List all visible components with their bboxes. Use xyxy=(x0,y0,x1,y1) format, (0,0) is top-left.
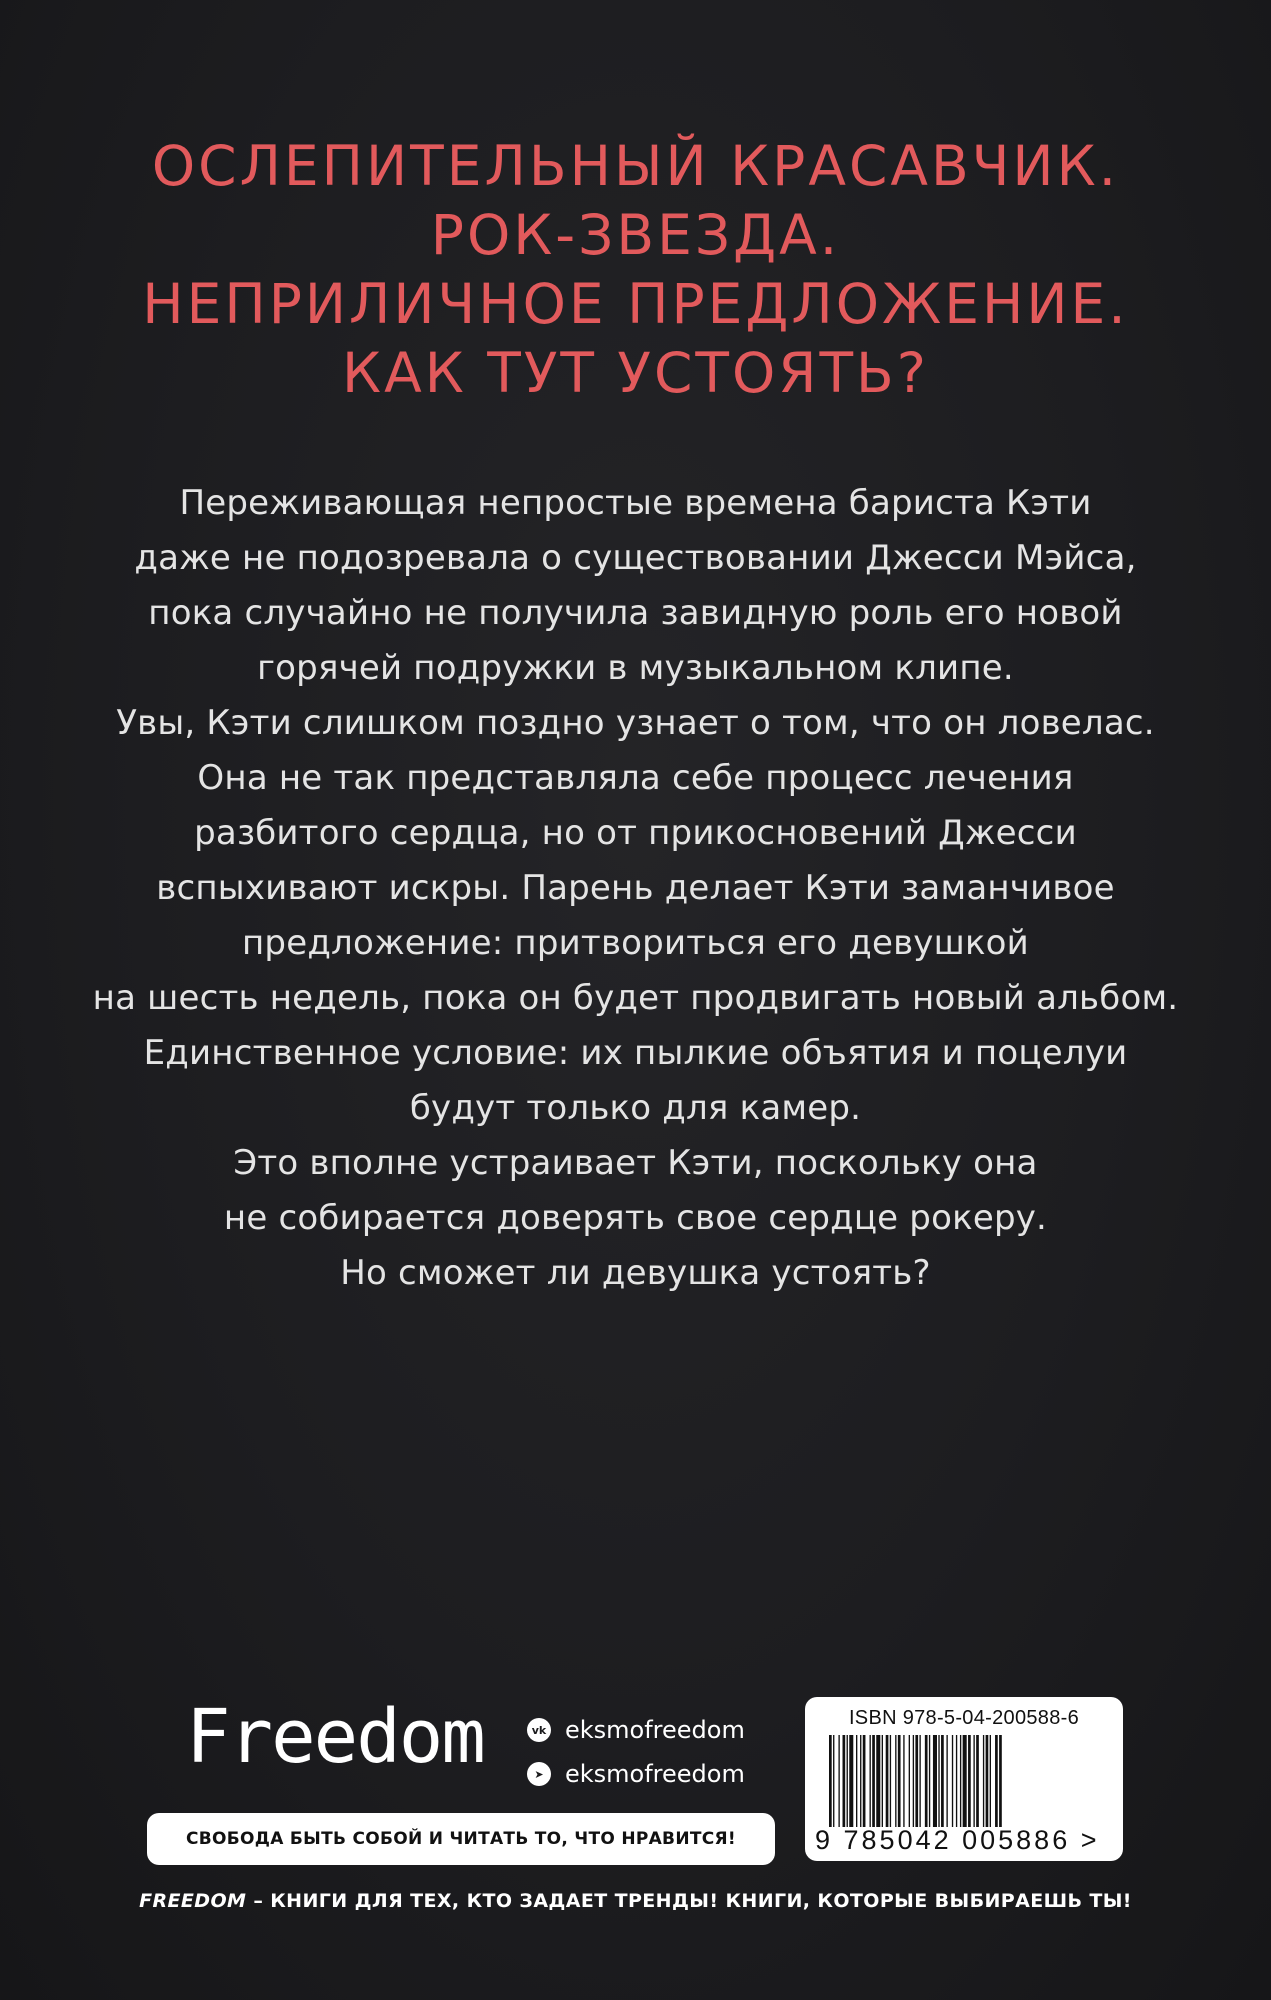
barcode-bar xyxy=(886,1735,889,1827)
blurb-line: не собирается доверять свое сердце рокеру. xyxy=(223,1198,1048,1238)
blurb-line: будут только для камер. xyxy=(409,1088,862,1128)
barcode-bar xyxy=(956,1735,957,1827)
blurb-line: Но сможет ли девушка устоять? xyxy=(340,1253,931,1293)
social-telegram[interactable] xyxy=(527,1757,787,1791)
barcode-bar xyxy=(895,1735,896,1827)
barcode-bar xyxy=(925,1735,928,1827)
headline-line-2: РОК-ЗВЕЗДА. xyxy=(430,203,841,267)
slogan-badge: СВОБОДА БЫТЬ СОБОЙ И ЧИТАТЬ ТО, ЧТО НРАВИТСЯ! xyxy=(147,1813,775,1865)
barcode-bar xyxy=(952,1735,953,1827)
blurb-line: горячей подружки в музыкальном клипе. xyxy=(257,648,1014,688)
barcode-box xyxy=(805,1697,1123,1861)
barcode-bar xyxy=(863,1735,866,1827)
barcode-bar xyxy=(872,1735,875,1827)
barcode-bar xyxy=(999,1735,1002,1827)
barcode-bar xyxy=(849,1735,853,1827)
social-handle: eksmofreedom xyxy=(565,1760,745,1788)
blurb-line: Увы, Кэти слишком поздно узнает о том, что он ловелас. xyxy=(116,703,1155,743)
barcode-bar xyxy=(986,1735,989,1827)
blurb-line: даже не подозревала о существовании Джесси Мэйса, xyxy=(134,538,1137,578)
headline xyxy=(0,132,1271,408)
barcode-bar xyxy=(860,1735,861,1827)
vk-icon: vk xyxy=(527,1718,551,1742)
barcode-bar xyxy=(995,1735,998,1827)
barcode-bar xyxy=(976,1735,979,1827)
tagline-brand: FREEDOM xyxy=(139,1890,247,1912)
barcode-bar xyxy=(882,1735,883,1827)
barcode-bar xyxy=(898,1735,901,1827)
barcode-bar xyxy=(847,1735,848,1827)
blurb-line: вспыхивают искры. Парень делает Кэти заманчивое xyxy=(156,868,1115,908)
social-handle: eksmofreedom xyxy=(565,1716,745,1744)
blurb-line: Переживающая непростые времена бариста Кэти xyxy=(179,483,1092,523)
blurb-line: на шесть недель, пока он будет продвигать новый альбом. xyxy=(92,978,1179,1018)
barcode-bar xyxy=(941,1735,944,1827)
telegram-icon: ➤ xyxy=(527,1762,551,1786)
barcode-bar xyxy=(890,1735,891,1827)
barcode-bar xyxy=(968,1735,971,1827)
blurb-line: Единственное условие: их пылкие объятия и поцелуи xyxy=(143,1033,1128,1073)
barcode-bar xyxy=(990,1735,991,1827)
barcode-bar xyxy=(938,1735,939,1827)
headline-line-4: КАК ТУТ УСТОЯТЬ? xyxy=(342,341,929,405)
isbn-label: ISBN 978-5-04-200588-6 xyxy=(848,1707,1080,1729)
barcode-bar xyxy=(833,1735,834,1827)
barcode-bar xyxy=(829,1735,832,1827)
barcode-bar xyxy=(946,1735,947,1827)
barcode-bar xyxy=(963,1735,967,1827)
blurb-line: разбитого сердца, но от прикосновений Джесси xyxy=(194,813,1077,853)
publisher-logo: Freedom xyxy=(186,1694,484,1780)
barcode-bar xyxy=(903,1735,904,1827)
barcode-bar xyxy=(929,1735,930,1827)
barcode-bar xyxy=(933,1735,937,1827)
barcode-bar xyxy=(983,1735,984,1827)
tagline-text: – КНИГИ ДЛЯ ТЕХ, КТО ЗАДАЕТ ТРЕНДЫ! КНИГИ, КОТОРЫЕ ВЫБИРАЕШЬ ТЫ! xyxy=(246,1890,1132,1912)
barcode-bar xyxy=(915,1735,918,1827)
blurb-line: Она не так представляла себе процесс лечения xyxy=(197,758,1074,798)
barcode-bar xyxy=(960,1735,961,1827)
headline-line-1: ОСЛЕПИТЕЛЬНЫЙ КРАСАВЧИК. xyxy=(151,134,1120,198)
barcode-icon xyxy=(827,1735,1103,1827)
blurb-line: пока случайно не получила завидную роль его новой xyxy=(148,593,1123,633)
barcode-bar xyxy=(838,1735,839,1827)
barcode-bar xyxy=(876,1735,880,1827)
barcode-bar xyxy=(856,1735,857,1827)
barcode-digits: 9 785042 005886 > xyxy=(815,1825,1100,1855)
social-vk[interactable] xyxy=(527,1713,787,1747)
barcode-bar xyxy=(909,1735,910,1827)
barcode-bar xyxy=(919,1735,920,1827)
blurb-line: Это вполне устраивает Кэти, поскольку она xyxy=(233,1143,1038,1183)
barcode-bar xyxy=(913,1735,914,1827)
barcode-bar xyxy=(870,1735,871,1827)
headline-line-3: НЕПРИЛИЧНОЕ ПРЕДЛОЖЕНИЕ. xyxy=(142,272,1129,336)
barcode-bar xyxy=(843,1735,846,1827)
barcode-bar xyxy=(973,1735,974,1827)
tagline xyxy=(0,1890,1271,1912)
blurb-line: предложение: притвориться его девушкой xyxy=(242,923,1029,963)
blurb xyxy=(0,476,1271,1301)
